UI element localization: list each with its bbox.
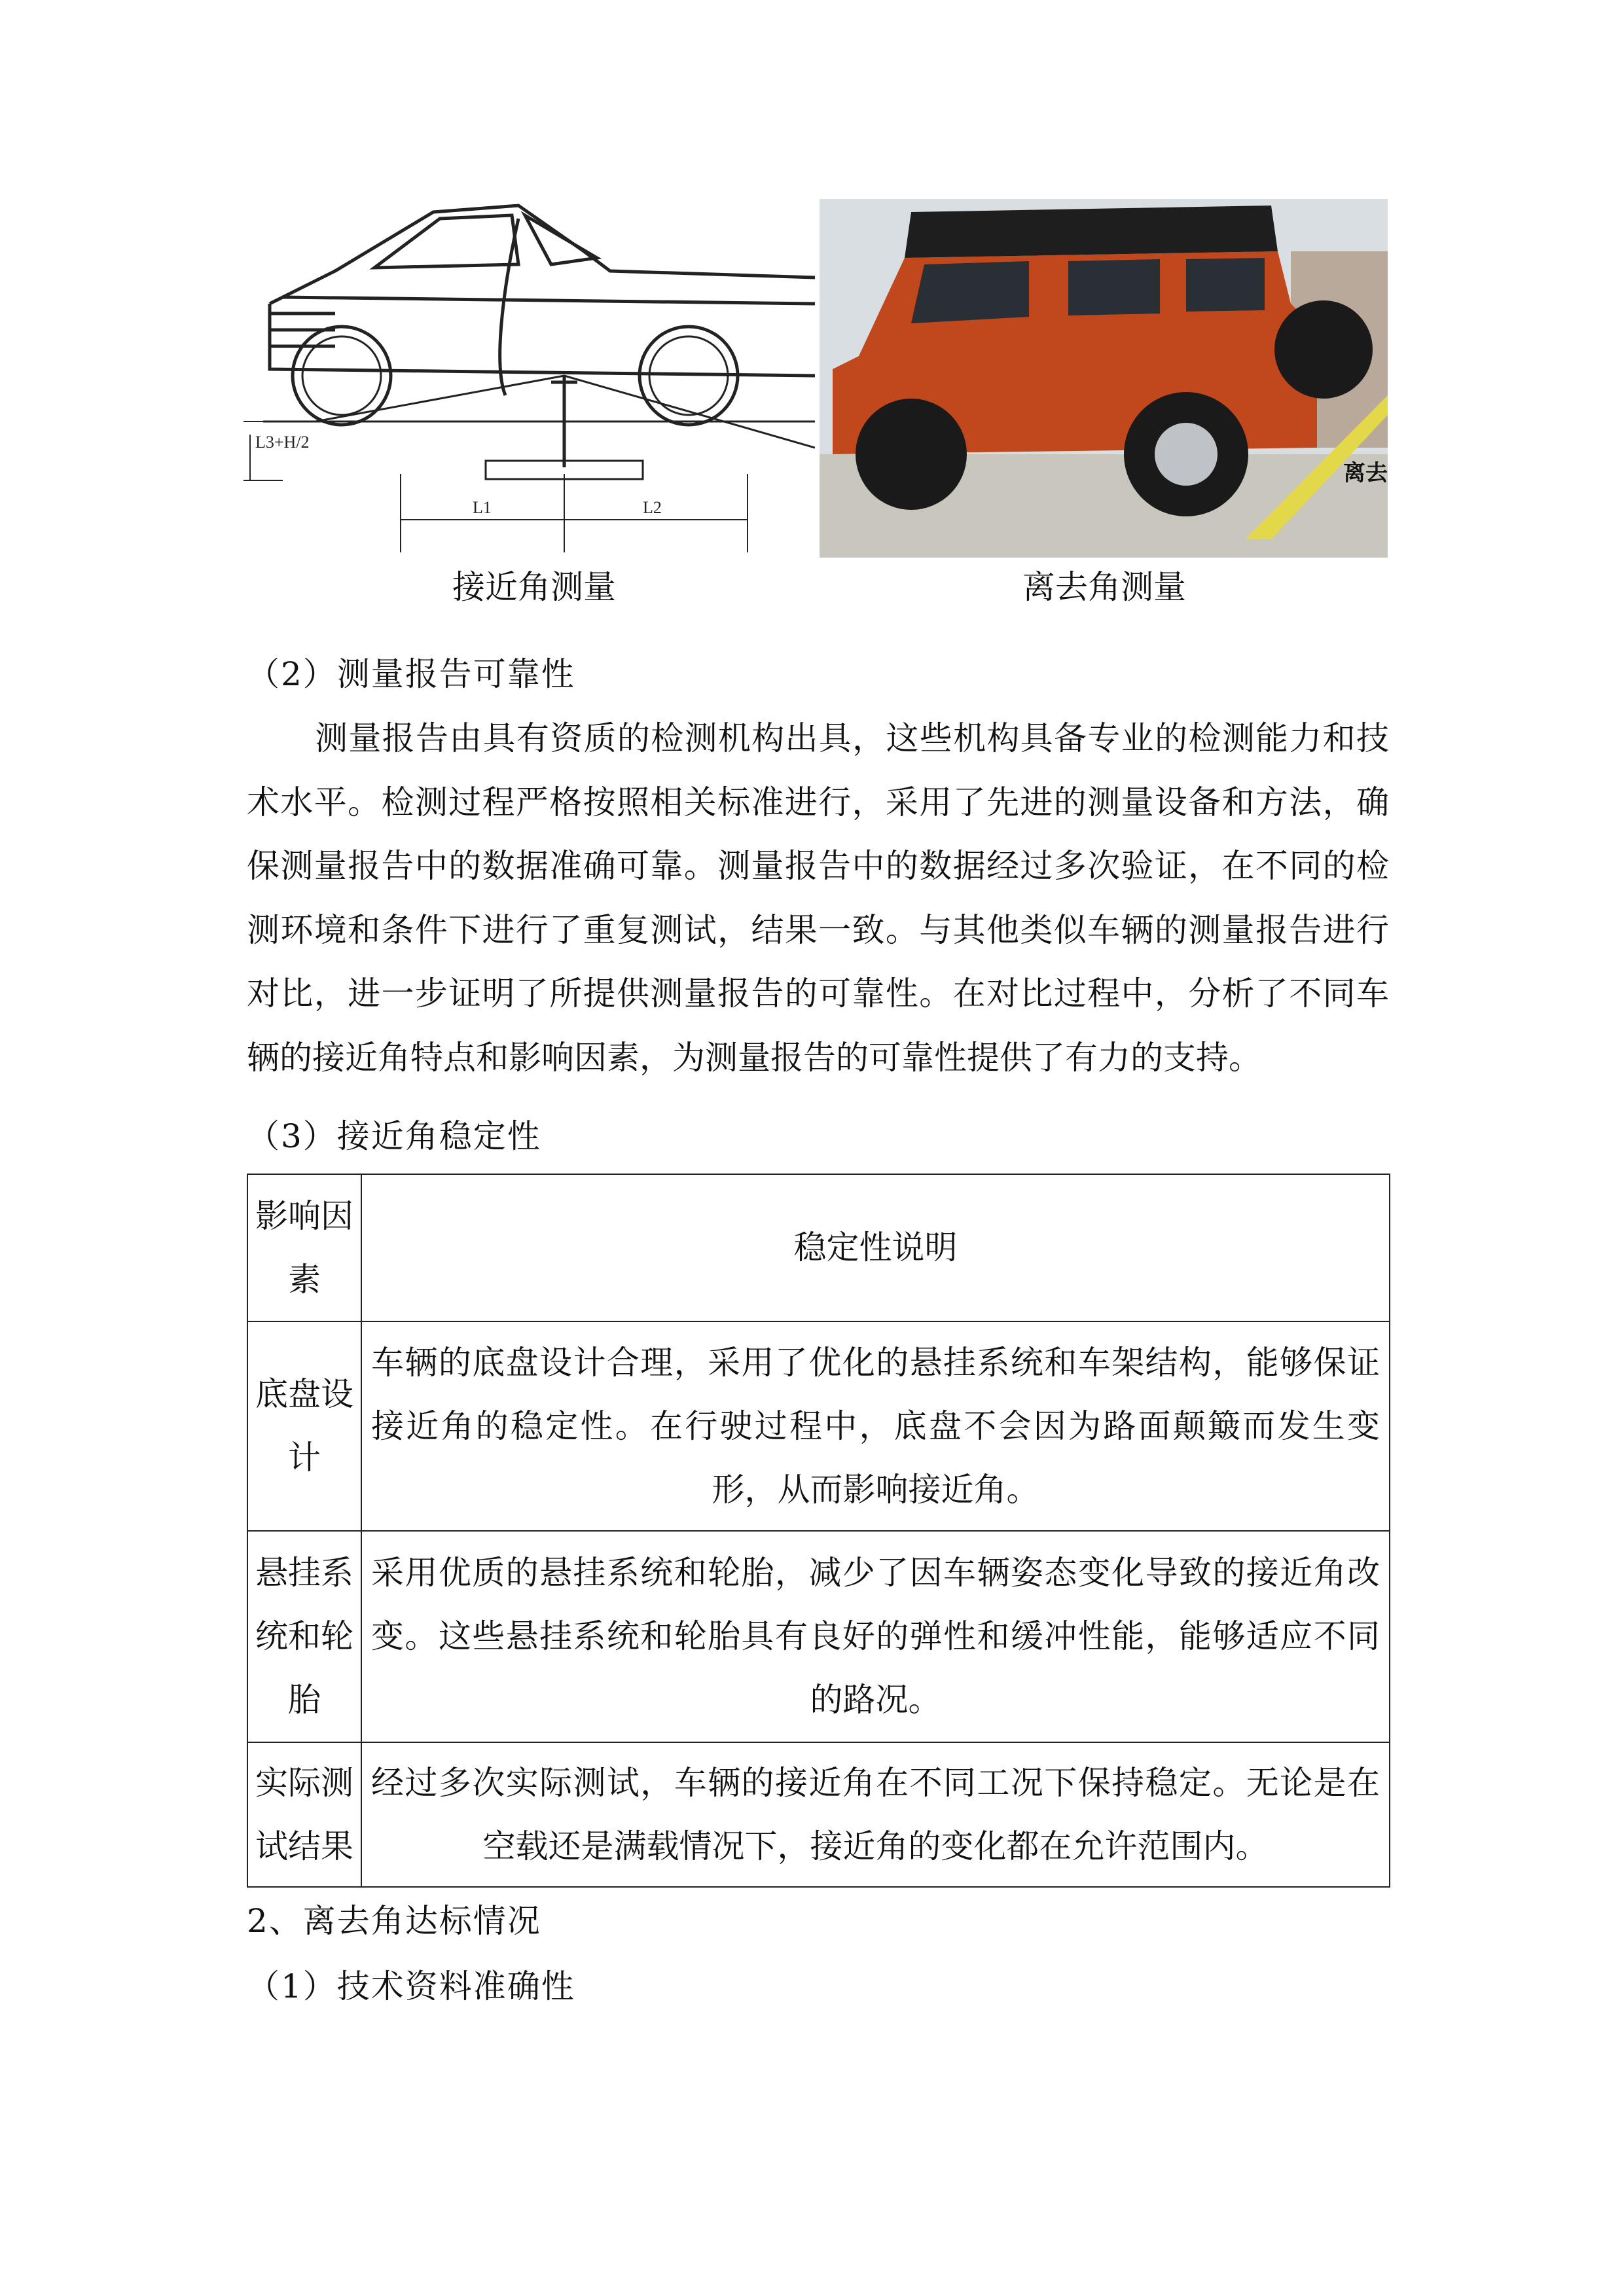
approach-angle-diagram (244, 199, 815, 558)
section-heading-tech-accuracy: （1）技术资料准确性 (247, 1967, 575, 2005)
report-reliability-paragraph: 测量报告由具有资质的检测机构出具，这些机构具备专业的检测能力和技术水平。检测过程严格按照相关标准进行，采用了先进的测量设备和方法，确保测量报告中的数据准确可靠。测量报告中的数据经过多次验证，在不同的检测环境和条件下进行了重复测试，结果一致。与其他类似车辆的测量报告进行对比，进一步证明了所提供测量报告的可靠性。在对比过程中，分析了不同车辆的接近角特点和影响因素，为测量报告的可靠性提供了有力的支持。 (247, 719, 1389, 1077)
approach-angle-caption: 接近角测量 (452, 568, 616, 606)
table-row (247, 1321, 1390, 1531)
section-heading-report-reliability: （2）测量报告可靠性 (247, 655, 575, 693)
row-factor: 实际测试结果 (247, 1742, 361, 1887)
section-heading-departure-angle: 2、离去角达标情况 (247, 1902, 541, 1940)
departure-angle-caption: 离去角测量 (1022, 568, 1186, 606)
table-header-row (247, 1174, 1390, 1321)
row-factor: 底盘设计 (247, 1321, 361, 1531)
l2-label: L2 (643, 498, 662, 517)
section-heading-approach-stability: （3）接近角稳定性 (247, 1117, 541, 1155)
departure-angle-photo (820, 199, 1388, 558)
table-row (247, 1742, 1390, 1887)
row-description: 采用优质的悬挂系统和轮胎，减少了因车辆姿态变化导致的接近角改变。这些悬挂系统和轮胎具有良好的弹性和缓冲性能，能够适应不同的路况。 (371, 1554, 1380, 1719)
header-description: 稳定性说明 (361, 1174, 1390, 1321)
row-factor: 悬挂系统和轮胎 (247, 1531, 361, 1742)
l1-label: L1 (473, 498, 492, 517)
row-description: 经过多次实际测试，车辆的接近角在不同工况下保持稳定。无论是在空载还是满载情况下，接近角的变化都在允许范围内。 (371, 1763, 1380, 1865)
height-label: L3+H/2 (255, 433, 310, 452)
header-factor: 影响因素 (247, 1174, 361, 1321)
photo-overlay-text: 离去 (1343, 460, 1388, 486)
row-description: 车辆的底盘设计合理，采用了优化的悬挂系统和车架结构，能够保证接近角的稳定性。在行驶过程中，底盘不会因为路面颠簸而发生变形，从而影响接近角。 (371, 1343, 1380, 1509)
table-row (247, 1531, 1390, 1742)
stability-table (247, 1174, 1390, 1888)
